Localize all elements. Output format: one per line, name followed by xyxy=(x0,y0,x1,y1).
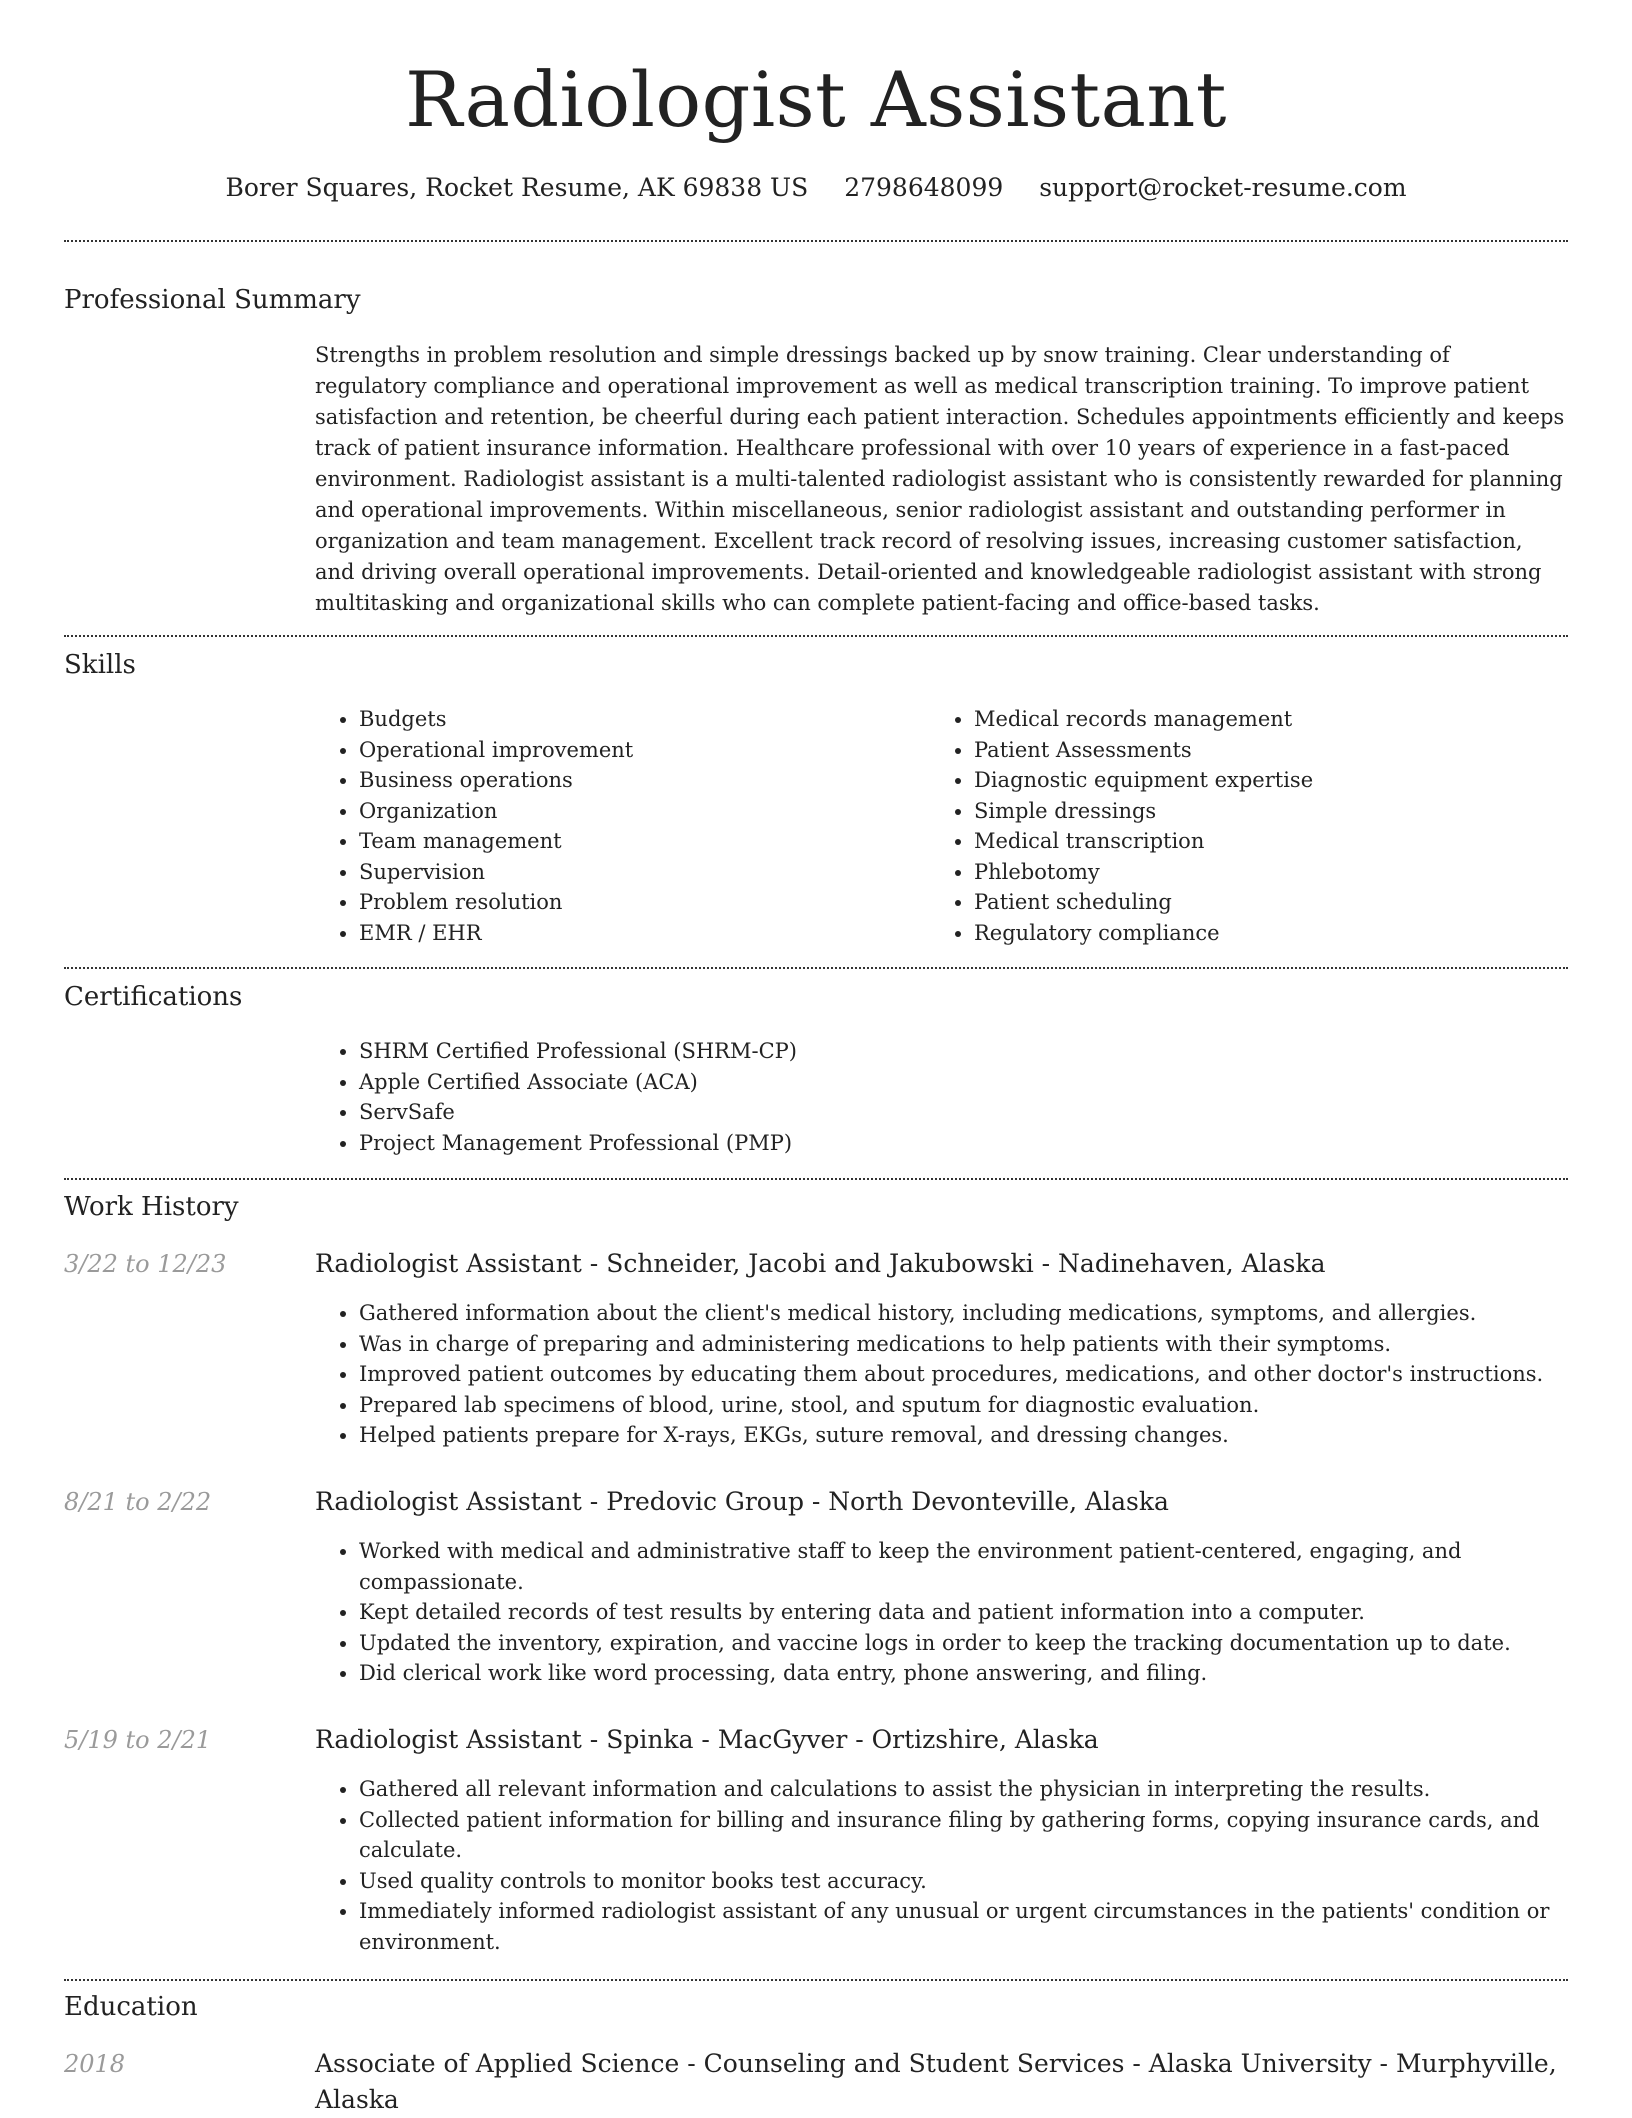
summary-section xyxy=(315,340,1568,619)
certification-item: • Project Management Professional (PMP) xyxy=(359,1128,1568,1159)
skill-item: • Patient scheduling xyxy=(974,887,1545,918)
skill-item: • Organization xyxy=(359,796,930,827)
job-dates: 3/22 to 12/23 xyxy=(64,1250,227,1278)
skills-list xyxy=(315,704,1568,948)
contact-line xyxy=(64,170,1568,206)
skill-item: • Medical records management xyxy=(974,704,1545,735)
skill-item: • Phlebotomy xyxy=(974,857,1545,888)
job-dates: 8/21 to 2/22 xyxy=(64,1488,212,1516)
work-history-heading: Work History xyxy=(64,1192,239,1222)
education-year: 2018 xyxy=(64,2050,126,2078)
skill-item: • Regulatory compliance xyxy=(974,918,1545,949)
job-heading: Radiologist Assistant - Schneider, Jacobi and Jakubowski - Nadinehaven, Alaska xyxy=(315,1249,1326,1278)
contact-phone: 2798648099 xyxy=(844,173,1004,202)
skill-item: • Problem resolution xyxy=(359,887,930,918)
job-duties xyxy=(315,1536,1568,1689)
skill-item: • Simple dressings xyxy=(974,796,1545,827)
certifications-heading: Certifications xyxy=(64,982,243,1012)
job-duties xyxy=(315,1774,1568,1957)
skill-item: • EMR / EHR xyxy=(359,918,930,949)
contact-email: support@rocket-resume.com xyxy=(1039,173,1407,202)
job-heading: Radiologist Assistant - Predovic Group - North Devonteville, Alaska xyxy=(315,1487,1169,1516)
job-dates: 5/19 to 2/21 xyxy=(64,1726,212,1754)
duty-item: • Worked with medical and administrative staff to keep the environment patient-centered, engaging, and compassionate. xyxy=(359,1536,1568,1597)
section-divider xyxy=(64,1178,1568,1180)
duty-item: • Did clerical work like word processing, data entry, phone answering, and filing. xyxy=(359,1658,1568,1689)
duty-item: • Updated the inventory, expiration, and vaccine logs in order to keep the tracking documentation up to date. xyxy=(359,1628,1568,1659)
education-heading: Education xyxy=(64,1992,198,2022)
skill-item: • Business operations xyxy=(359,765,930,796)
resume-name: Radiologist Assistant xyxy=(405,55,1227,144)
duty-item: • Prepared lab specimens of blood, urine, stool, and sputum for diagnostic evaluation. xyxy=(359,1390,1568,1421)
summary-text: Strengths in problem resolution and simple dressings backed up by snow training. Clear understanding of regulatory compliance and operational improvement as well as medical transcription training. To improve patient satisfaction and retention, be cheerful during each patient interaction. Schedules appointments efficiently and keeps track of patient insurance information. Healthcare professional with over 10 years of experience in a fast-paced environment. Radiologist assistant is a multi-talented radiologist assistant who is consistently rewarded for planning and operational improvements. Within miscellaneous, senior radiologist assistant and outstanding performer in organization and team management. Excellent track record of resolving issues, increasing customer satisfaction, and driving overall operational improvements. Detail-oriented and knowledgeable radiologist assistant with strong multitasking and organizational skills who can complete patient-facing and office-based tasks. xyxy=(315,343,1565,615)
duty-item: • Improved patient outcomes by educating them about procedures, medications, and other doctor's instructions. xyxy=(359,1359,1568,1390)
certification-item: • SHRM Certified Professional (SHRM-CP) xyxy=(359,1036,1568,1067)
duty-item: • Used quality controls to monitor books test accuracy. xyxy=(359,1866,1568,1897)
job-heading: Radiologist Assistant - Spinka - MacGyver - Ortizshire, Alaska xyxy=(315,1725,1099,1754)
skill-item: • Supervision xyxy=(359,857,930,888)
duty-item: • Collected patient information for billing and insurance filing by gathering forms, copying insurance cards, and calculate. xyxy=(359,1805,1568,1866)
section-divider xyxy=(64,967,1568,969)
skills-column-left xyxy=(315,704,930,948)
skill-item: • Budgets xyxy=(359,704,930,735)
section-divider xyxy=(64,1979,1568,1981)
job-duties xyxy=(315,1298,1568,1451)
skill-item: • Team management xyxy=(359,826,930,857)
section-divider xyxy=(64,240,1568,242)
skills-heading: Skills xyxy=(64,650,136,680)
skill-item: • Operational improvement xyxy=(359,735,930,766)
skill-item: • Diagnostic equipment expertise xyxy=(974,765,1545,796)
section-divider xyxy=(64,635,1568,637)
certification-item: • Apple Certified Associate (ACA) xyxy=(359,1067,1568,1098)
duty-item: • Was in charge of preparing and administering medications to help patients with their symptoms. xyxy=(359,1329,1568,1360)
skills-column-right xyxy=(930,704,1545,948)
duty-item: • Gathered information about the client's medical history, including medications, symptoms, and allergies. xyxy=(359,1298,1568,1329)
duty-item: • Kept detailed records of test results by entering data and patient information into a computer. xyxy=(359,1597,1568,1628)
skill-item: • Patient Assessments xyxy=(974,735,1545,766)
education-heading-line: Associate of Applied Science - Counseling and Student Services - Alaska University - Murphyville, Alaska xyxy=(315,2049,1557,2114)
summary-heading: Professional Summary xyxy=(64,285,361,315)
duty-item: • Helped patients prepare for X-rays, EKGs, suture removal, and dressing changes. xyxy=(359,1420,1568,1451)
duty-item: • Immediately informed radiologist assistant of any unusual or urgent circumstances in the patients' condition or environment. xyxy=(359,1896,1568,1957)
certifications-list xyxy=(315,1036,1568,1158)
certification-item: • ServSafe xyxy=(359,1097,1568,1128)
skill-item: • Medical transcription xyxy=(974,826,1545,857)
duty-item: • Gathered all relevant information and calculations to assist the physician in interpreting the results. xyxy=(359,1774,1568,1805)
contact-address: Borer Squares, Rocket Resume, AK 69838 US xyxy=(225,173,809,202)
